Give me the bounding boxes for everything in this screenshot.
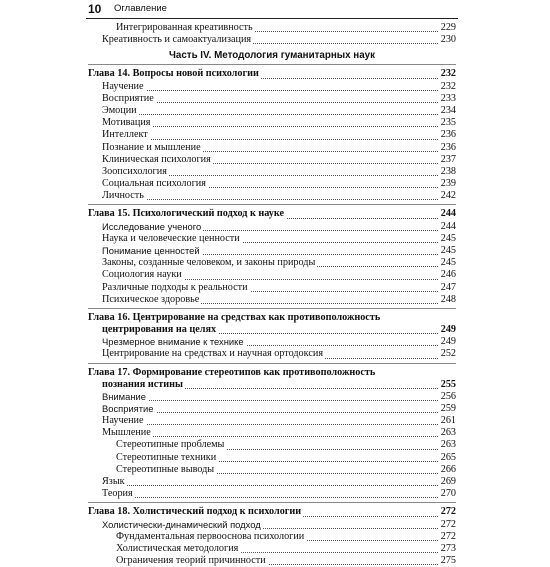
toc-entry-label: Стереотипные выводы xyxy=(116,463,215,475)
dot-leader xyxy=(102,139,440,140)
chapter-title-label: Глава 18. Холистический подход к психологии xyxy=(88,506,302,518)
toc-entry-page: 252 xyxy=(440,348,456,360)
toc-entry-page: 246 xyxy=(440,269,456,281)
chapter-title-label: Глава 15. Психологический подход к науке xyxy=(88,208,285,220)
toc-entry-label: Теория xyxy=(102,488,133,500)
toc-entry xyxy=(88,531,456,543)
chapter-title-label: Глава 17. Формирование стереотипов как противоположность xyxy=(88,366,376,378)
dot-leader xyxy=(102,485,440,486)
toc-entry xyxy=(88,190,456,202)
toc-entry-label: Внимание xyxy=(102,390,146,402)
chapter-title-page: 272 xyxy=(440,506,456,518)
chapter-title xyxy=(88,506,456,518)
toc-entry xyxy=(88,348,456,360)
toc-entry-label: Холистическая методология xyxy=(116,542,239,554)
chapter-title xyxy=(88,312,456,324)
toc-entry-label: Исследование ученого xyxy=(102,220,202,232)
toc-entry-label: Понимание ценностей xyxy=(102,245,200,256)
toc-entry-page: 273 xyxy=(440,542,456,554)
toc-entry xyxy=(88,439,456,451)
toc-entry-page: 236 xyxy=(440,141,456,153)
toc-entry xyxy=(88,519,456,531)
toc-entry-page: 259 xyxy=(440,402,456,414)
toc-entry-label: Социология науки xyxy=(102,269,182,281)
toc-entry-page: 236 xyxy=(440,129,456,141)
toc-entry-page: 234 xyxy=(440,104,456,116)
toc-entry xyxy=(88,452,456,464)
toc-entry-label: Интегрированная креативность xyxy=(116,22,253,33)
toc-entry xyxy=(88,555,456,567)
header-rule xyxy=(86,18,458,19)
toc-entry-page: 263 xyxy=(440,439,456,451)
toc-entry xyxy=(88,142,456,154)
toc-entry-page: 266 xyxy=(440,463,456,475)
toc-entry-page: 249 xyxy=(440,336,456,348)
toc-entry-page: 247 xyxy=(440,281,456,293)
toc-entry xyxy=(88,488,456,500)
toc-entry-label: Мотивация xyxy=(102,117,151,129)
toc-entry-label: Холистически-динамический подход xyxy=(102,518,261,530)
running-title: Оглавление xyxy=(114,3,167,14)
chapter-title xyxy=(88,367,456,379)
toc-entry-label: Стереотипные проблемы xyxy=(116,439,225,451)
toc-entry-page: 263 xyxy=(440,427,456,439)
toc-entry-page: 242 xyxy=(440,190,456,202)
toc-entry xyxy=(88,154,456,166)
toc-entry-label: Эмоции xyxy=(102,104,137,116)
toc-entry-page: 245 xyxy=(440,245,456,256)
chapter-title-cont-label: познания истины xyxy=(102,378,183,390)
toc-entry xyxy=(88,427,456,439)
toc-entry-label: Язык xyxy=(102,476,125,487)
toc-entry xyxy=(88,282,456,294)
toc-entry-page: 237 xyxy=(440,153,456,165)
toc-entry xyxy=(88,391,456,403)
chapter-title-page: 244 xyxy=(440,208,456,220)
toc-entry xyxy=(88,34,456,46)
toc-entry-page: 269 xyxy=(440,476,456,487)
running-header xyxy=(0,0,550,18)
chapter-title-cont xyxy=(88,379,456,391)
toc-entry-page: 235 xyxy=(440,117,456,129)
toc-entry-label: Зоопсихология xyxy=(102,165,167,177)
toc-entry xyxy=(88,166,456,178)
toc-entry-label: Стереотипные техники xyxy=(116,451,217,463)
toc-entry-page: 244 xyxy=(440,220,456,232)
toc-entry-page: 232 xyxy=(440,80,456,92)
dot-leader xyxy=(102,497,440,498)
toc-entry-label: Наука и человеческие ценности xyxy=(102,232,240,244)
part-title: Часть IV. Методология гуманитарных наук xyxy=(168,50,376,62)
chapter-title xyxy=(88,208,456,220)
dot-leader xyxy=(102,126,440,127)
toc-entry-label: Фундаментальная первооснова психологии xyxy=(116,530,305,542)
toc-entry xyxy=(88,245,456,257)
chapter-title-cont-label: центрирования на целях xyxy=(102,323,217,335)
toc-entry-label: Креативность и самоактуализация xyxy=(102,34,252,46)
toc-entry xyxy=(88,476,456,488)
toc-entry xyxy=(88,221,456,233)
toc-entry xyxy=(88,294,456,306)
toc-entry xyxy=(88,105,456,117)
toc-entry xyxy=(88,22,456,34)
toc-entry-label: Чрезмерное внимание к технике xyxy=(102,336,244,348)
toc-entry-label: Социальная психология xyxy=(102,178,206,190)
toc-entry xyxy=(88,415,456,427)
toc-entry-label: Мышление xyxy=(102,427,151,439)
toc-entry-label: Ограничения теорий причинности xyxy=(116,555,266,567)
dot-leader xyxy=(102,424,440,425)
chapter-title-page: 232 xyxy=(440,68,456,80)
page-number: 10 xyxy=(88,2,102,16)
chapter-title-label: Глава 16. Центрирование на средствах как противоположность xyxy=(88,311,381,323)
toc-entry xyxy=(88,464,456,476)
toc-entry xyxy=(88,269,456,281)
toc-entry-label: Восприятие xyxy=(102,92,154,104)
chapter-title xyxy=(88,68,456,80)
toc-entry-label: Законы, созданные человеком, и законы природы xyxy=(102,257,316,269)
toc-entry-page: 275 xyxy=(440,555,456,567)
toc-entry-label: Клиническая психология xyxy=(102,153,211,165)
toc-entry-page: 272 xyxy=(440,530,456,542)
chapter-title-label: Глава 14. Вопросы новой психологии xyxy=(88,68,259,80)
toc-entry-page: 245 xyxy=(440,232,456,244)
toc-entry-label: Восприятие xyxy=(102,402,154,414)
toc-entry-page: 238 xyxy=(440,165,456,177)
toc-entry-label: Научение xyxy=(102,415,144,427)
toc-entry xyxy=(88,336,456,348)
toc-entry-page: 256 xyxy=(440,390,456,402)
toc-entry-label: Личность xyxy=(102,190,144,202)
dot-leader xyxy=(102,199,440,200)
toc-entry xyxy=(88,233,456,245)
toc-entry-page: 239 xyxy=(440,178,456,190)
toc-entry xyxy=(88,178,456,190)
toc-entry xyxy=(88,543,456,555)
toc-entry xyxy=(88,117,456,129)
toc-entry-page: 248 xyxy=(440,293,456,305)
toc-entry-page: 261 xyxy=(440,415,456,427)
toc-entry-page: 270 xyxy=(440,488,456,500)
toc-entry xyxy=(88,81,456,93)
toc-entry-label: Различные подходы к реальности xyxy=(102,281,248,293)
toc-entry-label: Интеллект xyxy=(102,129,148,141)
toc-entry-page: 229 xyxy=(440,22,456,33)
dot-leader xyxy=(102,400,440,401)
toc-entry-label: Познание и мышление xyxy=(102,141,201,153)
toc-entry xyxy=(88,257,456,269)
chapter-title-cont-page: 249 xyxy=(440,323,456,335)
toc-entry xyxy=(88,93,456,105)
toc-entry-page: 265 xyxy=(440,451,456,463)
chapter-title-cont xyxy=(88,324,456,336)
toc-entry-page: 245 xyxy=(440,257,456,269)
toc-entry-label: Центрирование на средствах и научная ортодоксия xyxy=(102,348,324,360)
toc-entry xyxy=(88,403,456,415)
toc-entry xyxy=(88,129,456,141)
toc-entry-page: 230 xyxy=(440,34,456,46)
table-of-contents xyxy=(88,22,456,567)
dot-leader xyxy=(102,90,440,91)
toc-entry-page: 233 xyxy=(440,92,456,104)
chapter-title-cont-page: 255 xyxy=(440,378,456,390)
toc-entry-label: Психическое здоровье xyxy=(102,293,200,305)
toc-entry-label: Научение xyxy=(102,80,144,92)
toc-entry-page: 272 xyxy=(440,518,456,530)
dot-leader xyxy=(102,114,440,115)
